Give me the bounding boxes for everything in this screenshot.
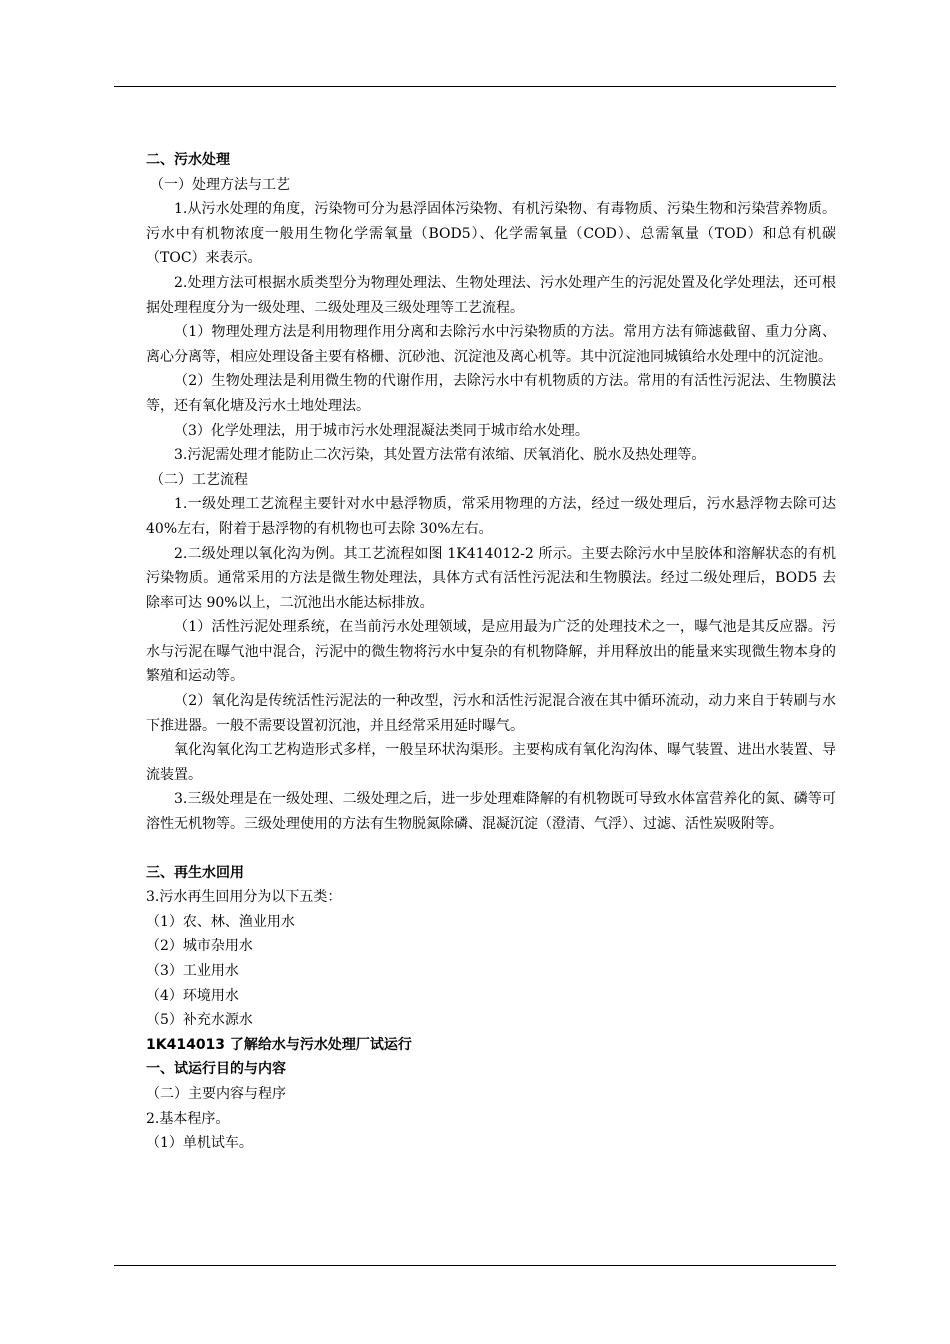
footer-rule — [114, 1265, 836, 1266]
list-item: （2）城市杂用水 — [146, 938, 253, 955]
header-rule — [114, 86, 836, 87]
paragraph-secondary: 2.二级处理以氧化沟为例。其工艺流程如图 1K414012-2 所示。主要去除污水中呈胶体和溶解状态的有机污染物质。通常采用的方法是微生物处理法，具体方式有活性污泥法和生物膜法。经过二级处理后，BOD5 去除率可达 90%以上，二沉池出水能达标排放。 — [146, 545, 836, 611]
list-item: （3）工业用水 — [146, 963, 239, 979]
document-body — [146, 148, 836, 1156]
section-heading-reuse: 三、再生水回用 — [146, 864, 244, 881]
paragraph-tertiary: 3.三级处理是在一级处理、二级处理之后，进一步处理难降解的有机物既可导致水体富营养化的氮、磷等可溶性无机物等。三级处理使用的方法有生物脱氮除磷、混凝沉淀（澄清、气浮）、过滤、活性炭吸附等。 — [146, 791, 836, 833]
section-heading-trial: 一、试运行目的与内容 — [146, 1061, 286, 1078]
topic-code-title: 1K414013 了解给水与污水处理厂试运行 — [146, 1036, 412, 1053]
paragraph-primary: 1.一级处理工艺流程主要针对水中悬浮物质，常采用物理的方法，经过一级处理后，污水悬浮物去除可达 40%左右，附着于悬浮物的有机物也可去除 30%左右。 — [146, 496, 836, 537]
subheading-content: （二）主要内容与程序 — [146, 1085, 286, 1102]
reuse-intro: 3.污水再生回用分为以下五类： — [146, 889, 342, 906]
paragraph-oxidation-ditch: （2）氧化沟是传统活性污泥法的一种改型，污水和活性污泥混合液在其中循环流动，动力来自于转刷与水下推进器。一般不需要设置初沉池，并且经常采用延时曝气。 — [146, 693, 836, 734]
paragraph-oxidation-ditch-structure: 氧化沟氧化沟工艺构造形式多样，一般呈环状沟渠形。主要构成有氧化沟沟体、曝气装置、进出水装置、导流装置。 — [146, 742, 836, 783]
list-item: （4）环境用水 — [146, 987, 239, 1004]
paragraph-single-machine: （1）单机试车。 — [146, 1135, 253, 1152]
paragraph-chemical: （3）化学处理法，用于城市污水处理混凝法类同于城市给水处理。 — [174, 422, 589, 439]
section-heading-sewage: 二、污水处理 — [146, 152, 230, 168]
paragraph-activated-sludge: （1）活性污泥处理系统，在当前污水处理领域，是应用最为广泛的处理技术之一，曝气池是其反应器。污水与污泥在曝气池中混合，污泥中的微生物将污水中复杂的有机物降解，并用释放出的能量来实现微生物本身的繁殖和运动等。 — [146, 619, 836, 685]
paragraph-biological: （2）生物处理法是利用微生物的代谢作用，去除污水中有机物质的方法。常用的有活性污泥法、生物膜法等，还有氧化塘及污水土地处理法。 — [146, 373, 836, 414]
paragraph-physical: （1）物理处理方法是利用物理作用分离和去除污水中污染物质的方法。常用方法有筛滤截留、重力分离、离心分离等，相应处理设备主要有格栅、沉砂池、沉淀池及离心机等。其中沉淀池同城镇给水处理中的沉淀池。 — [146, 324, 836, 365]
list-item: （1）农、林、渔业用水 — [146, 913, 295, 930]
paragraph-basic-procedure: 2.基本程序。 — [146, 1110, 230, 1127]
paragraph-pollutants: 1.从污水处理的角度，污染物可分为悬浮固体污染物、有机污染物、有毒物质、污染生物和污染营养物质。污水中有机物浓度一般用生物化学需氧量（BOD5）、化学需氧量（COD）、总需氧量（TOD）和总有机碳（TOC）来表示。 — [146, 201, 836, 267]
list-item: （5）补充水源水 — [146, 1012, 253, 1029]
paragraph-methods: 2.处理方法可根据水质类型分为物理处理法、生物处理法、污水处理产生的污泥处置及化学处理法，还可根据处理程度分为一级处理、二级处理及三级处理等工艺流程。 — [146, 274, 836, 316]
paragraph-sludge: 3.污泥需处理才能防止二次污染，其处置方法常有浓缩、厌氧消化、脱水及热处理等。 — [174, 447, 706, 464]
subheading-methods: （一）处理方法与工艺 — [150, 176, 290, 193]
subheading-process: （二）工艺流程 — [150, 471, 248, 488]
